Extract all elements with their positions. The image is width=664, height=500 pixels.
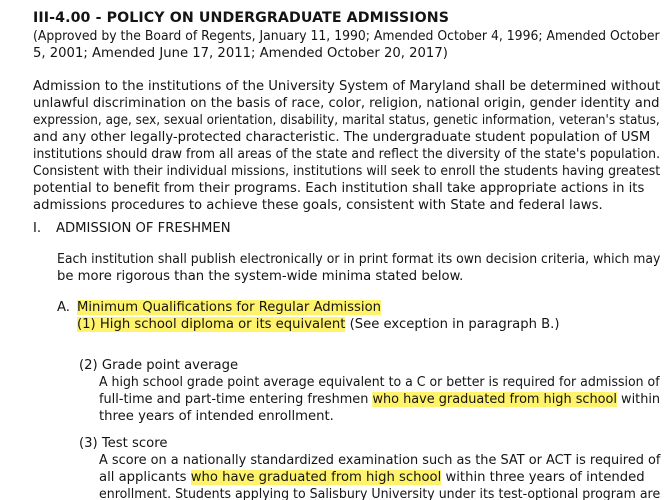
approval-line: (Approved by the Board of Regents, January 11, 1990; Amended October 4, 1996; Amended October — [33, 29, 660, 44]
plain-text: full-time and part-time entering freshmen — [99, 392, 373, 407]
intro-line: Consistent with their individual missions, institutions will seek to enroll the students having greatest — [33, 164, 661, 179]
intro-line: potential to benefit from their programs. Each institution shall take appropriate actions in its — [33, 181, 645, 196]
highlighted-text: (1) High school diploma or its equivalent — [77, 317, 346, 332]
intro-line: unlawful discrimination on the basis of race, color, religion, national origin, gender identity and — [33, 96, 660, 111]
qualification-item-1 — [77, 316, 560, 333]
item-3-heading: (3) Test score — [79, 436, 168, 451]
item-3-line: A score on a nationally standardized examination such as the SAT or ACT is required of — [99, 453, 661, 468]
subsection-letter: A. — [57, 300, 70, 315]
highlighted-text: who have graduated from high school — [372, 392, 617, 407]
section-heading: ADMISSION OF FRESHMEN — [56, 221, 231, 236]
intro-line: Admission to the institutions of the University System of Maryland shall be determined without — [33, 79, 661, 94]
intro-line: expression, age, sex, sexual orientation, disability, marital status, genetic information, veteran's status, — [33, 113, 660, 128]
plain-text: within three years of intended — [441, 470, 645, 485]
highlighted-text: Minimum Qualifications for Regular Admission — [77, 300, 382, 315]
intro-line: institutions should draw from all areas of the state and reflect the diversity of the state's population. — [33, 147, 661, 162]
item-2-line — [99, 391, 660, 408]
plain-text: all applicants — [99, 470, 191, 485]
document-title: III-4.00 - POLICY ON UNDERGRADUATE ADMISSIONS — [33, 10, 450, 26]
section-body-line: be more rigorous than the system-wide minima stated below. — [57, 269, 464, 284]
section-number: I. — [33, 221, 42, 236]
intro-line: and any other legally-protected characteristic. The undergraduate student population of USM — [33, 130, 651, 145]
item-1-note: (See exception in paragraph B.) — [345, 317, 560, 332]
item-2-line: three years of intended enrollment. — [99, 409, 334, 424]
item-3-line — [99, 469, 645, 486]
intro-line: admissions procedures to achieve these goals, consistent with State and federal laws. — [33, 198, 603, 213]
item-3-line: enrollment. Students applying to Salisbury University under its test-optional program are — [99, 487, 661, 500]
section-body-line: Each institution shall publish electronically or in print format its own decision criteria, which may — [57, 252, 661, 267]
item-2-line: A high school grade point average equivalent to a C or better is required for admission of — [99, 375, 660, 390]
plain-text: within — [616, 392, 661, 407]
approval-line: 5, 2001; Amended June 17, 2011; Amended October 20, 2017) — [33, 46, 448, 61]
subsection-heading — [77, 299, 381, 316]
item-2-heading: (2) Grade point average — [79, 358, 239, 373]
highlighted-text: who have graduated from high school — [190, 470, 442, 485]
